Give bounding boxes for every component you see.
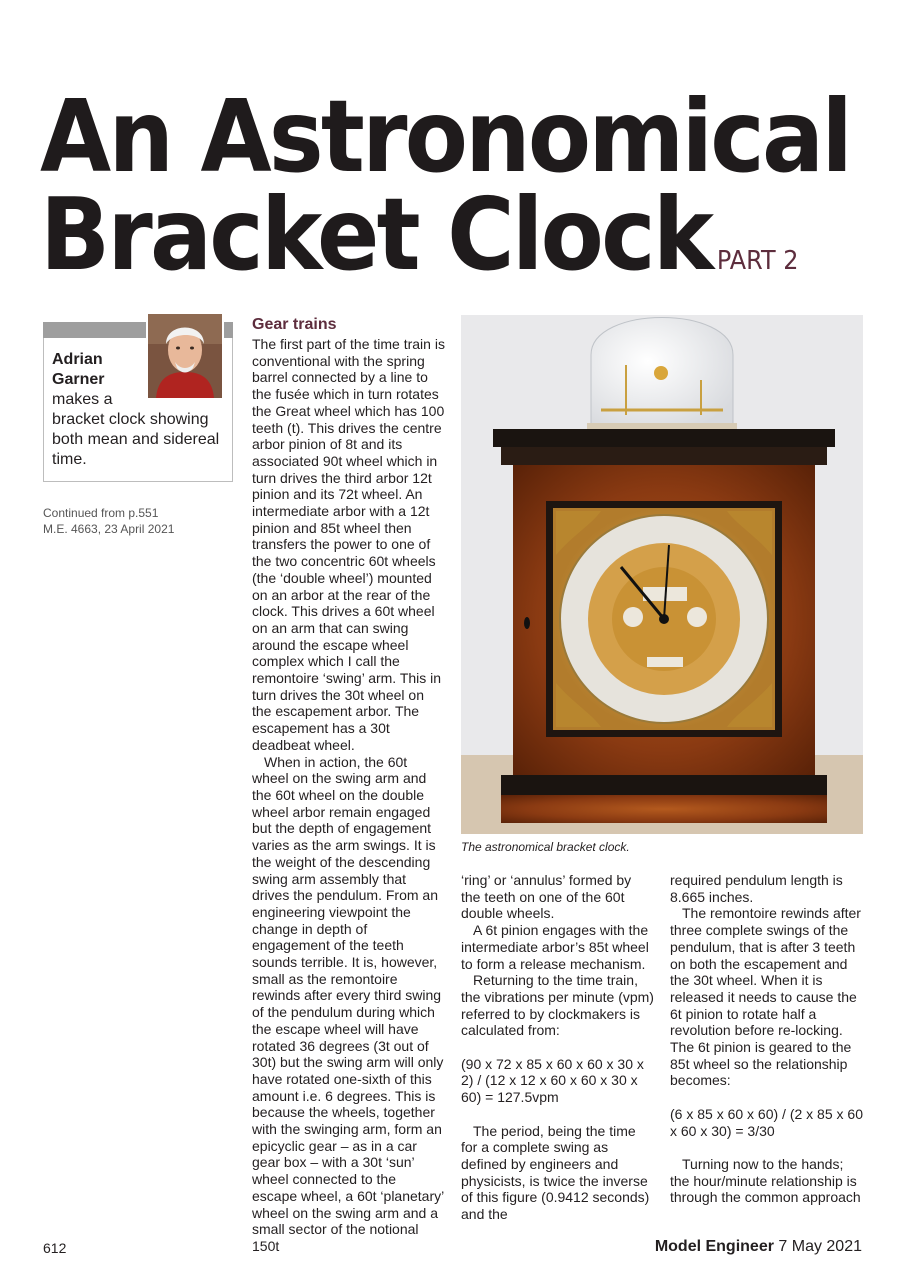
intro-text [52,350,228,470]
part-label: PART 2 [716,246,799,276]
col3-paragraph-3: Turning now to the hands; the hour/minute relationship is through the common approach [670,1155,861,1206]
masthead [655,1238,862,1256]
article-title [40,78,851,310]
clock-photo [461,315,863,834]
col3-formula: (6 x 85 x 60 x 60) / (2 x 85 x 60 x 60 x 30) = 3/30 [670,1105,863,1139]
author-name: Adrian Garner [52,351,105,388]
continued-note [43,505,174,537]
column-2 [461,872,654,1223]
col2-paragraph-4: The period, being the time for a complete swing as defined by engineers and physicists, is twice the inverse of this figure (0.9412 seconds) and the [461,1122,650,1223]
col3-paragraph-2: The remontoire rewinds after three complete swings of the pendulum, that is after 3 teeth on both the escapement and the 30t wheel. When it is released it needs to cause the 6t pinion to rotate half a revolution before re-locking. The 6t pinion is geared to the 85t wheel so the relationship becomes: [670,905,861,1089]
intro-text-a: makes a [52,391,113,408]
col1-paragraph-1: The first part of the time train is conventional with the spring barrel connected by a line to the fusée which in turn rotates the Great wheel which has 100 teeth (t). This drives the centre arbor pinion of 8t and its associated 90t wheel which in turn drives the third arbor 12t pinion and its 72t wheel. An intermediate arbor with a 12t pinion and 85t wheel then transfers the power to one of the two concentric 60t wheels (the ‘double wheel’) mounted on an arbor at the rear of the clock. This drives a 60t wheel on an arm that can swing around the escape wheel complex which I call the remontoire ‘swing’ arm. This in turn drives the 30t wheel on the escapement arbor. The escapement has a 30t deadbeat wheel. [252,336,445,753]
intro-text-b: bracket clock showing both mean and sidereal time. [52,411,220,468]
continued-line-1: Continued from p.551 [43,506,159,520]
figure-caption: The astronomical bracket clock. [461,840,630,854]
issue-date: 7 May 2021 [778,1238,862,1255]
col2-paragraph-2: A 6t pinion engages with the intermediate arbor’s 85t wheel to form a release mechanism. [461,922,649,972]
column-3 [670,872,863,1206]
continued-line-2: M.E. 4663, 23 April 2021 [43,522,175,536]
column-1 [252,336,445,1255]
title-line-2: Bracket Clock [40,176,712,293]
page-number: 612 [43,1240,67,1256]
magazine-name: Model Engineer [654,1238,774,1255]
section-heading: Gear trains [252,316,337,333]
col2-formula: (90 x 72 x 85 x 60 x 60 x 30 x 2) / (12 x 12 x 60 x 60 x 30 x 60) = 127.5vpm [461,1055,644,1106]
col2-paragraph-3: Returning to the time train, the vibrations per minute (vpm) referred to by clockmakers is calculated from: [461,972,654,1039]
col1-paragraph-2: When in action, the 60t wheel on the swing arm and the 60t wheel on the double wheel arbor remain engaged but the depth of engagement varies as the arm swings. It is the weight of the descending swing arm assembly that drives the pendulum. From an engineering viewpoint the change in depth of engagement of the teeth sounds terrible. It is, however, small as the remontoire rewinds after every third swing of the pendulum during which the escape wheel will have rotated 36 degrees (3t out of 30t) but the swing arm will only have rotated one-sixth of this amount i.e. 6 degrees. This is because the wheels, together with the swinging arm, form an epicyclic gear – as in a car gear box – with a 30t ‘sun’ wheel connected to the escape wheel, a 60t ‘planetary’ wheel on the swing arm and a small sector of the notional 150t [252,753,444,1254]
col3-paragraph-1: required pendulum length is 8.665 inches. [670,872,843,905]
bracket-clock-image [461,315,863,834]
title-line-1: An Astronomical [40,78,851,195]
col2-paragraph-1: ‘ring’ or ‘annulus’ formed by the teeth on one of the 60t double wheels. [461,872,632,922]
